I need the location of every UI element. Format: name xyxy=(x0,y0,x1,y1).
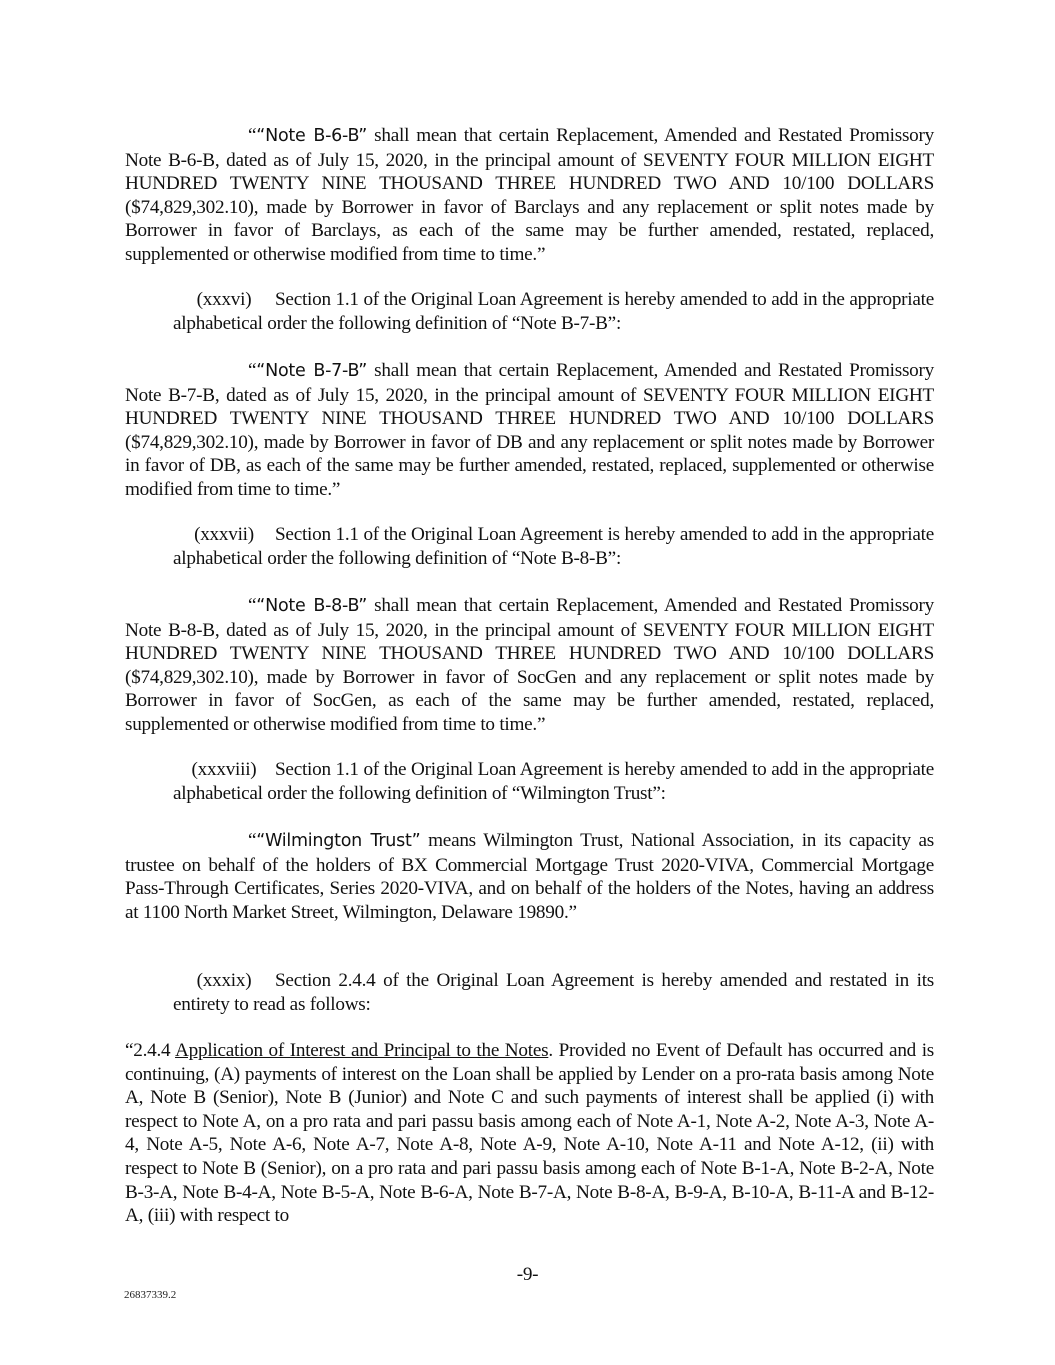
item-number: (xxxvii) xyxy=(194,524,254,545)
definition-note-b-7-b xyxy=(125,359,934,502)
item-number: (xxxix) xyxy=(196,970,252,991)
item-text: Section 1.1 of the Original Loan Agreement is hereby amended to add in the appropriate alphabetical order the following definition of “Wilmington Trust”: xyxy=(173,759,934,804)
item-text: Section 1.1 of the Original Loan Agreement is hereby amended to add in the appropriate alphabetical order the following definition of “Note B-7-B”: xyxy=(173,289,934,334)
definition-open-quote: “ xyxy=(248,595,257,616)
definition-body: shall mean that certain Replacement, Amended and Restated Promissory Note B-8-B, dated as of July 15, 2020, in the principal amount of SEVENTY FOUR MILLION EIGHT HUNDRED TWENTY NINE THOUSAND THREE HUNDRED TWO AND 10/100 DOLLARS ($74,829,302.10), made by Borrower in favor of SocGen and any replacement or split notes made by Borrower in favor of SocGen, as each of the same may be further amended, restated, replaced, supplemented or otherwise modified from time to time.” xyxy=(125,595,934,735)
definition-open-quote: “ xyxy=(248,360,257,381)
section-body: . Provided no Event of Default has occurred and is continuing, (A) payments of interest on the Loan shall be applied by Lender on a pro-rata basis among Note A, Note B (Senior), Note B (Junior) and Note C and such payments of interest shall be applied (i) with respect to Note A, on a pro rata and pari passu basis among each of Note A-1, Note A-2, Note A-3, Note A-4, Note A-5, Note A-6, Note A-7, Note A-8, Note A-9, Note A-10, Note A-11 and Note A-12, (ii) with respect to Note B (Senior), on a pro rata and pari passu basis among each of Note B-1-A, Note B-2-A, Note B-3-A, Note B-4-A, Note B-5-A, Note B-6-A, Note B-7-A, Note B-8-A, B-9-A, B-10-A, B-11-A and B-12-A, (iii) with respect to xyxy=(125,1040,935,1227)
definition-note-b-6-b xyxy=(125,124,934,267)
amendment-item-xxxviii xyxy=(173,758,934,805)
definition-body: shall mean that certain Replacement, Amended and Restated Promissory Note B-7-B, dated as of July 15, 2020, in the principal amount of SEVENTY FOUR MILLION EIGHT HUNDRED TWENTY NINE THOUSAND THREE HUNDRED TWO AND 10/100 DOLLARS ($74,829,302.10), made by Borrower in favor of DB and any replacement or split notes made by Borrower in favor of DB, as each of the same may be further amended, restated, replaced, supplemented or otherwise modified from time to time.” xyxy=(125,360,934,500)
section-2-4-4 xyxy=(125,1039,934,1228)
definition-wilmington-trust xyxy=(125,829,934,924)
definition-note-b-8-b xyxy=(125,594,934,737)
defined-term: “Note B-7-B” xyxy=(256,361,368,381)
section-heading: Application of Interest and Principal to the Notes xyxy=(175,1040,549,1061)
page-number: -9- xyxy=(516,1264,539,1285)
item-number: (xxxviii) xyxy=(191,759,257,780)
document-id: 26837339.2 xyxy=(124,1289,177,1301)
item-text: Section 2.4.4 of the Original Loan Agreement is hereby amended and restated in its entirety to read as follows: xyxy=(173,970,934,1015)
amendment-item-xxxix xyxy=(173,969,934,1016)
definition-body: shall mean that certain Replacement, Amended and Restated Promissory Note B-6-B, dated as of July 15, 2020, in the principal amount of SEVENTY FOUR MILLION EIGHT HUNDRED TWENTY NINE THOUSAND THREE HUNDRED TWO AND 10/100 DOLLARS ($74,829,302.10), made by Borrower in favor of Barclays and any replacement or split notes made by Borrower in favor of Barclays, as each of the same may be further amended, restated, replaced, supplemented or otherwise modified from time to time.” xyxy=(125,125,934,265)
amendment-item-xxxvi xyxy=(173,288,934,335)
amendment-item-xxxvii xyxy=(173,523,934,570)
definition-open-quote: “ xyxy=(248,830,257,851)
definition-body: means Wilmington Trust, National Association, in its capacity as trustee on behalf of the holders of BX Commercial Mortgage Trust 2020-VIVA, Commercial Mortgage Pass-Through Certificates, Series 2020-VIVA, and on behalf of the holders of the Notes, having an address at 1100 North Market Street, Wilmington, Delaware 19890.” xyxy=(125,830,934,923)
item-text: Section 1.1 of the Original Loan Agreement is hereby amended to add in the appropriate alphabetical order the following definition of “Note B-8-B”: xyxy=(173,524,934,569)
defined-term: “Note B-8-B” xyxy=(256,596,368,616)
item-number: (xxxvi) xyxy=(196,289,252,310)
section-lead: “2.4.4 xyxy=(125,1040,176,1061)
definition-open-quote: “ xyxy=(248,125,257,146)
defined-term: “Note B-6-B” xyxy=(256,126,368,146)
defined-term: “Wilmington Trust” xyxy=(256,831,421,851)
